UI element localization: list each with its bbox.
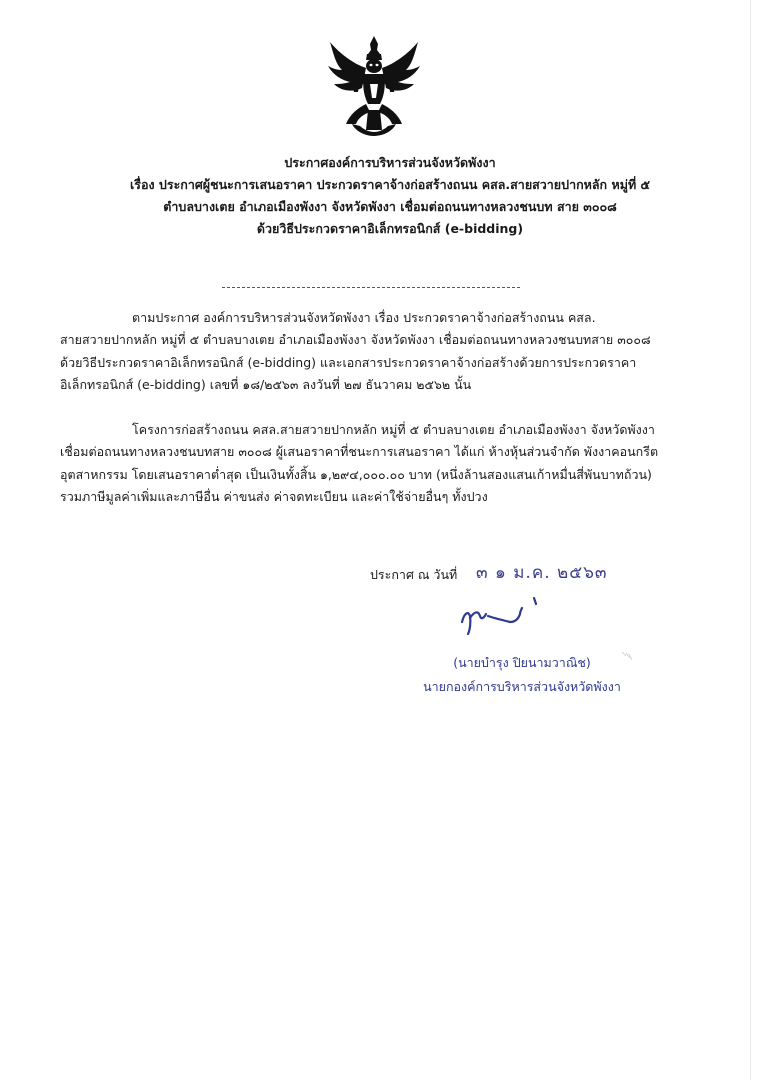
paragraph-winner bbox=[60, 419, 700, 508]
announcement-date-handwritten: ๓ ๑ ม.ค. ๒๕๖๓ bbox=[476, 563, 608, 583]
header-title: ประกาศองค์การบริหารส่วนจังหวัดพังงา bbox=[284, 155, 496, 170]
header-location: ตำบลบางเตย อำเภอเมืองพังงา จังหวัดพังงา เชื่อมต่อถนนทางหลวงชนบท สาย ๓๐๐๘ bbox=[163, 199, 617, 214]
page-edge-line bbox=[750, 0, 751, 1080]
paragraph-line: อิเล็กทรอนิกส์ (e-bidding) เลขที่ ๑๘/๒๕๖๓ ลงวันที่ ๒๗ ธันวาคม ๒๕๖๒ นั้น bbox=[60, 376, 472, 392]
paragraph-line: สายสวายปากหลัก หมู่ที่ ๕ ตำบลบางเตย อำเภอเมืองพังงา จังหวัดพังงา เชื่อมต่อถนนทางหลวงชนบทสาย ๓๐๐๘ bbox=[60, 332, 651, 348]
announcement-date-label: ประกาศ ณ วันที่ bbox=[370, 567, 458, 582]
paragraph-line: รวมภาษีมูลค่าเพิ่มและภาษีอื่น ค่าขนส่ง ค่าจดทะเบียน และค่าใช้จ่ายอื่นๆ ทั้งปวง bbox=[60, 488, 488, 504]
header-method: ด้วยวิธีประกวดราคาอิเล็กทรอนิกส์ (e-bidding) bbox=[256, 221, 524, 236]
handwritten-signature-icon bbox=[458, 592, 578, 636]
header-divider bbox=[222, 287, 520, 288]
document-header bbox=[60, 152, 720, 240]
signer-title: นายกองค์การบริหารส่วนจังหวัดพังงา bbox=[423, 679, 621, 694]
paragraph-line: เชื่อมต่อถนนทางหลวงชนบทสาย ๓๐๐๘ ผู้เสนอราคาที่ชนะการเสนอราคา ได้แก่ ห้างหุ้นส่วนจำกัด พังงาคอนกรีต bbox=[60, 444, 659, 460]
garuda-emblem-icon bbox=[326, 34, 422, 138]
paragraph-line: อุตสาหกรรม โดยเสนอราคาต่ำสุด เป็นเงินทั้งสิ้น ๑,๒๙๔,๐๐๐.๐๐ บาท (หนึ่งล้านสองแสนเก้าหมื่นสี่พันบาทถ้วน) bbox=[60, 466, 652, 482]
signer-name: (นายบำรุง ปิยนามวาณิช) bbox=[453, 655, 591, 670]
paragraph-line: โครงการก่อสร้างถนน คสล.สายสวายปากหลัก หมู่ที่ ๕ ตำบลบางเตย อำเภอเมืองพังงา จังหวัดพังงา bbox=[132, 422, 655, 437]
paragraph-line: ตามประกาศ องค์การบริหารส่วนจังหวัดพังงา เรื่อง ประกวดราคาจ้างก่อสร้างถนน คสล. bbox=[132, 310, 596, 325]
paragraph-line: ด้วยวิธีประกวดราคาอิเล็กทรอนิกส์ (e-bidding) และเอกสารประกวดราคาจ้างก่อสร้างด้วยการประกวดราคา bbox=[60, 354, 637, 370]
header-subject: เรื่อง ประกาศผู้ชนะการเสนอราคา ประกวดราคาจ้างก่อสร้างถนน คสล.สายสวายปากหลัก หมู่ที่ ๕ bbox=[129, 177, 651, 192]
paragraph-reference bbox=[60, 307, 700, 396]
